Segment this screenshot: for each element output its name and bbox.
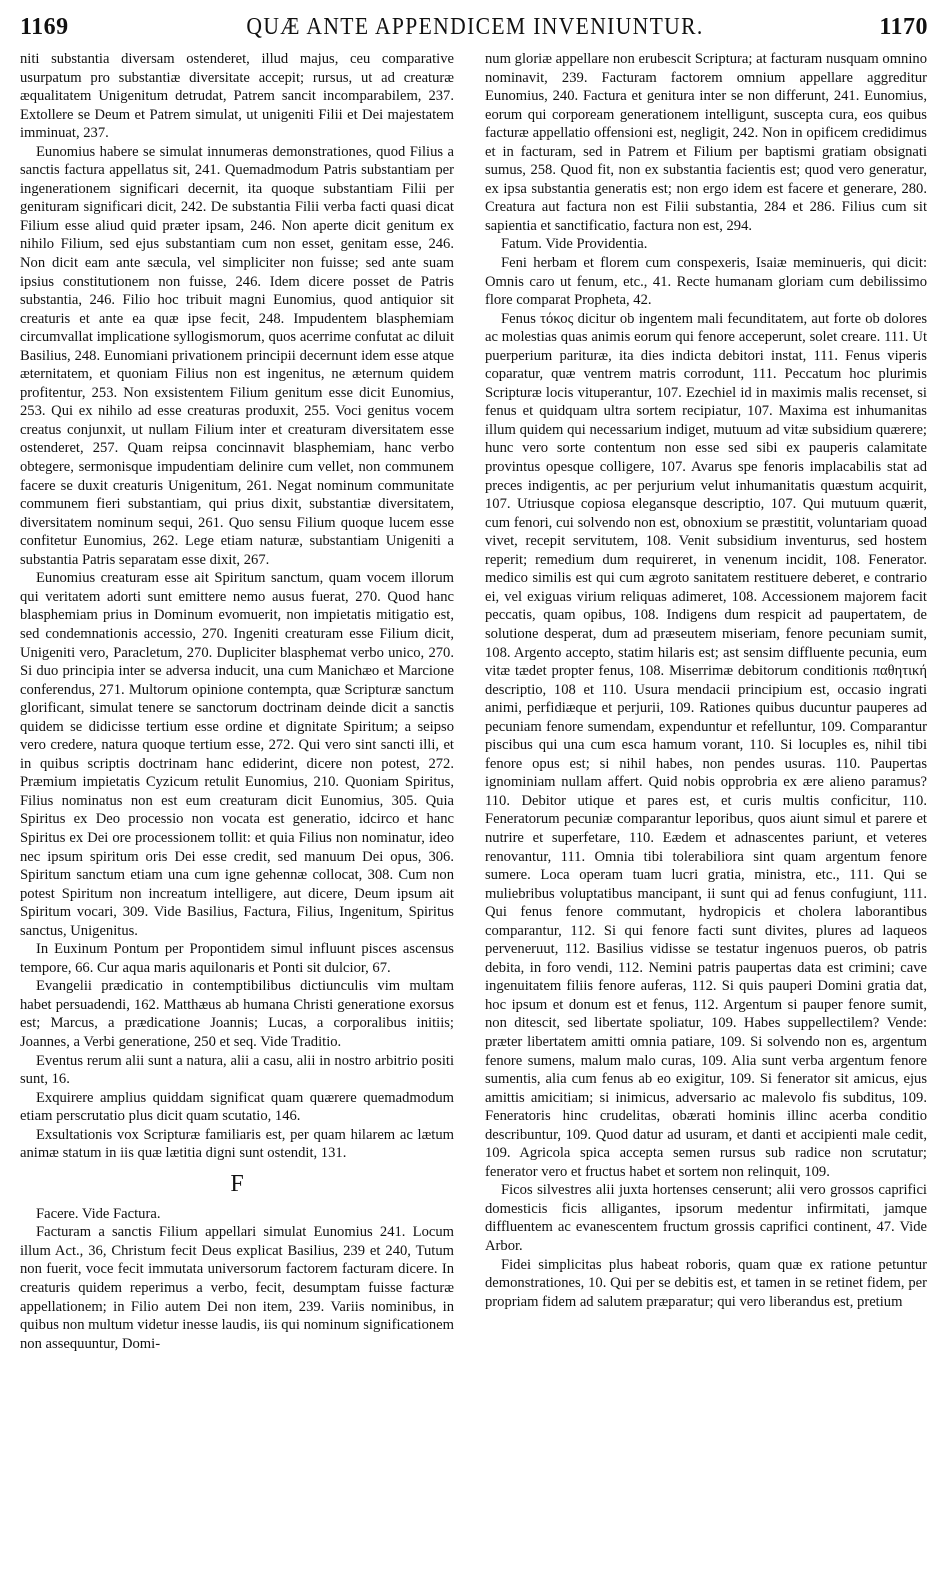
index-entry: Eventus rerum alii sunt a natura, alii a casu, alii in nostro arbitrio positi sunt, 16. — [20, 1052, 454, 1088]
index-entry: num gloriæ appellare non erubescit Scriptura; at facturam nusquam omnino nominavit, 239. Facturam factorem omnium appellare aggreditur Eunomius, 240. Factura et genitura inter se non differunt, 241. Eunomius, eorum qui corpoream generationem intelligunt, suscepta cura, eos quibus facturæ appellatio offensioni est, negligit, 242. Non in opificem credidimus et in facturam, sed in Patrem et Filium per baptismi gratiam obsignati sumus, 258. Quod fit, non ex substantia facientis est; quod vero generatur, ex ipsa substantia generatis est; non ergo idem est facere et generare, 280. Creatura aut factura non est Filii substantia, 284 et 286. Filius cum sit sapientia et sanctificatio, factura non est, 294. — [485, 51, 927, 234]
right-column — [485, 50, 927, 1311]
index-entry: Evangelii prædicatio in contemptibilibus dictiunculis vim multam habet persuadendi, 162. Matthæus ab humana Christi generatione exorsus est; Marcus, a prædicatione Joannis; Lucas, a corporalibus initiis; Joannes, a Verbi generatione, 250 et seq. Vide Traditio. — [20, 978, 454, 1050]
page-header — [0, 14, 950, 48]
running-title: QUÆ ANTE APPENDICEM INVENIUNTUR. — [246, 14, 704, 40]
index-entry: Eunomius habere se simulat innumeras demonstrationes, quod Filius a sanctis factura appellatus sit, 241. Quemadmodum Patris substantiam per ingenerationem significari decernit, ita quoque substantiam Filii per genituram significari dicit, 242. De substantia Filii verba facti quasi dicat Filium esse aliud quid præter ipsam, 246. Non aperte dicit genitum ex nihilo Filium, sed ejus substantiam cum non esset, genitam esse, 246. Non dicit eam ante sæcula, vel simpliciter non fuisse; sed ante suam ipsius constitutionem non fuisse, 246. Idem dicere posset de Patris substantia, 246. Filio hoc tribuit magni Eunomius, quod antiquior sit creaturis et ante ea quæ ipse fecit, 248. Impudentem blasphemiam circumvallat implicatione syllogismorum, quos acerrime confutat ac diluit Basilius, 248. Eunomiani privationem principii decernunt idem esse atque æternitatem, et quoniam Filius non est ingenitus, ne æternum quidem profitentur, 253. Non exsistentem Filium genitum esse dicit Eunomius, 253. Qui ex nihilo ad esse creaturas produxit, 255. Voci genitus vocem creatus conjunxit, ut nullam Filium inter et creaturam diversitatem esse ostenderet, 257. Quam reipsa concinnavit blasphemiam, hanc verbo obtegere, sermonisque impudentiam delinire cum vellet, non communem facere se duxit creaturis Unigenitum, 261. Negat nominum communitate communem fieri substantiam, qui prius dixit, substantiæ diversitatem, diversitatem nominum sequi, 261. Quo sensu Filium quoque lucem esse confitetur Eunomius, 262. Lege etiam naturæ, substantiam Unigeniti a substantia Patris separatam esse dixit, 267. — [20, 143, 454, 568]
index-entry: Feni herbam et florem cum conspexeris, Isaiæ meminueris, qui dicit: Omnis caro ut fenum, etc., 41. Recte humanam gloriam cum debilissimo flore comparat Propheta, 42. — [485, 255, 927, 309]
index-entry: Eunomius creaturam esse ait Spiritum sanctum, quam vocem illorum qui veritatem adorti sunt emittere nemo ausus fuerat, 270. Quod hanc blasphemiam prius in Dominum evomuerit, non impietatis mitigatio est, sed condemnationis accessio, 270. Ingeniti creaturam esse Filium dicit, Unigeniti vero, Paracletum, 270. Dupliciter blasphemat verbo unico, 270. Si duo principia inter se adversa inducit, una cum Manichæo et Marcione conferendus, 271. Multorum opinione contempta, quæ Scripturæ sanctum glorificant, simulat tenere se sanctorum doctrinam deinde dicit a sanctis quidem se didicisse tertium esse ordine et dignitate Spiritum; a seipso vero credere, natura quoque tertium esse, 272. Qui vero sint sancti illi, et in quibus scriptis doctrinam hanc ediderint, dicere non potest, 272. Præmium impietatis Cyzicum retulit Eunomius, 210. Quoniam Spiritus, Filius nominatus non est eum creaturam dicit Eunomius, 305. Quia Spiritus ex Deo processio non vocata est generatio, idcirco et hanc Spiritus ex Dei ore processionem tollit: et quia Filius non nominatur, ideo nec ipsum spiritum oris Dei esse credit, sed manuum Dei opus, 306. Spiritum sanctum etiam una cum igne gehennæ collocat, 308. Cum non potest Spiritum non increatum intelligere, aut dicere, Deum ipsum ait Spiritum vocari, 309. Vide Basilius, Factura, Filius, Ingenitum, Spiritus sanctus, Unigenitus. — [20, 570, 454, 939]
index-entry: niti substantia diversam ostenderet, illud majus, ceu comparative usurpatum pro substantiæ diversitate accepit; rursus, ut ad creaturæ æqualitatem Unigenitum detrudat, Patrem sancit incomparabilem, 237. Extollere se Deum et Patrem simulat, ut unigeniti Filii et Dei majestatem imminuat, 237. — [20, 51, 454, 142]
index-entry: Facere. Vide Factura. — [36, 1205, 161, 1222]
index-entry: Fenus τόκος dicitur ob ingentem mali fecunditatem, aut forte ob dolores ac molestias quas animis eorum qui fenore acceperunt, solet creare. 111. Ut puerperium parituræ, ita dies indicta debitori instat, 111. Fenus viperis coparatur, quæ ventrem matris corrodunt, 111. Peccatum hoc plurimis Scripturæ locis vituperantur, 107. Ezechiel id in maximis malis recenset, si fenus et quidquam ultra sortem recipiatur, 107. Maxima est inhumanitas illum quidem qui necessarium indiget, mutuum ad vitæ subsidium quærere; hunc vero sorte contentum non esse sed sibi ex pauperis calamitate provintus opesque colligere, 107. Avarus spe fenoris implacabilis stat ad preces indigentis, ac per perjurium velut inhumanitatis quæstum acquirit, 107. Utriusque copiosa elegansque descriptio, 107. Qui mutuum quærit, cum fenori, cui solvendo non est, obnoxium se præstitit, voluntariam quoad vivet, recepit servitutem, 108. Venit subsidium inventurus, sed hostem reperit; remedium dum requireret, in venenum incidit, 108. Fenerator. medico similis est qui cum ægroto sanitatem restituere deberet, e contrario ei, vel exiguas virium reliquas adimeret, 108. Accessionem majorem facit peccatis, quam opibus, 108. Indigens dum respicit ad paupertatem, de solutione desperat, dum ad præseutem miseriam, fenore pecuniam sumit, 108. Argento accepto, statim hilaris est; ast sensim diffluente pecunia, eum vitæ tædet propter fenus, 108. Miserrimæ debitorum conditionis παθητική descriptio, 108 et 110. Usura mendacii principium est, occasio ingrati animi, perfidiæque et perjurii, 109. Rationes quibus ducuntur pauperes ad pecuniam fenore sumendam, expenduntur et refelluntur, 109. Comparantur piscibus qui una cum esca hamum vorant, 110. Si locuples es, nihil tibi fenore opus est; si nihil habes, non pendes usuras. 110. Paupertas ignominiam nullam affert. Quid nobis opprobria ex ære alieno paramus? 110. Debitor utique et pares est, et curis multis conficitur, 110. Feneratorum pecuniæ comparantur leporibus, quos aiunt simul et parere et nutrire et superfetare, 110. Eædem et adnascentes pariunt, et veteres renovantur, 111. Omnia tibi tolerabiliora sint quam argentum fenore sumere. Loca operam tuam lucri gratia, ministra, etc., 111. Qui se muliebribus voluptatibus mancipant, ii sunt qui ad fenus confugiunt, 111. Qui fenus fenore commutant, hydropicis et cholera laborantibus comparantur, 112. Si qui fenore facti sunt divites, plures ad laqueos perveneruut, 112. Basilius vidisse se testatur ingenuos pueros, ob patris debita, in foro vendi, 112. Nemini patris paupertas data est crimini; cave ingenuitatem filiis fenore auferas, 112. Si quis pauperi Domini gratia dat, hoc ipsum et donum est et fenus, 112. Argentum si pauper fenore sumit, non ditescit, sed libertate spoliatur, 109. Habes suppellectilem? Vende: præter libertatem amitti omnia patiare, 109. Si solvendo non es, argentum fenore sumens, malum malo curas, 109. Alia sunt verba argentum fenore sumentis, alia cum fenus ab eo exigitur, 109. Si fenerator sit amicus, ejus amittis amicitiam; si inimicus, adversario ac malevolo fis subditus, 109. Feneratoris hinc crudelitas, obærati hominis illinc acerba conditio describuntur, 109. Quod datur ad usuram, et danti et accipienti male cedit, 109. Agricola spica accepta semen rursus sub radice non scrutatur; fenerator vero et fructus habet et sortem non relinquit, 109. — [485, 310, 927, 1180]
index-entry: Fatum. Vide Providentia. — [501, 236, 648, 253]
index-entry: Exquirere amplius quiddam significat quam quærere quemadmodum etiam perscrutatio plus dicit quam scutatio, 146. — [20, 1089, 454, 1125]
section-letter: F — [230, 1170, 244, 1197]
index-entry: Exsultationis vox Scripturæ familiaris est, per quam hilarem ac lætum animæ statum in iis quæ lætitia digni sunt ostendit, 131. — [20, 1126, 454, 1162]
page-number-right: 1170 — [879, 14, 928, 40]
index-entry: Ficos silvestres alii juxta hortenses censerunt; alii vero grossos caprifici domesticis ficis alligantes, ipsorum medentur infirmitati, jamque diffluentem ac evanescentem fructum grossis caprifici continent, 47. Vide Arbor. — [485, 1182, 927, 1254]
page-number-left: 1169 — [20, 14, 69, 40]
index-entry: Facturam a sanctis Filium appellari simulat Eunomius 241. Locum illum Act., 36, Christum fecit Deus explicat Basilius, 239 et 240, Tutum non fuerit, voce fecit immutata universorum factorem facturam dicere. In creaturis quidem reperimus a verbo, fecit, desumptam fuisse facturæ appellationem; in Filio autem Dei non item, 239. Variis nominibus, in quibus non multum videtur inesse laudis, iis qui nominum significationem non assequuntur, Domi- — [20, 1224, 454, 1352]
left-column — [20, 50, 454, 1353]
index-entry: In Euxinum Pontum per Propontidem simul influunt pisces ascensus tempore, 66. Cur aqua maris aquilonaris et Ponti sit dulcior, 67. — [20, 941, 454, 976]
index-entry: Fidei simplicitas plus habeat roboris, quam quæ ex ratione petuntur demonstrationes, 10. Qui per se debitis est, et tamen in se retinet fidem, per propriam fidem ad salutem præparatur; qui vero liberandus est, pretium — [485, 1256, 927, 1310]
